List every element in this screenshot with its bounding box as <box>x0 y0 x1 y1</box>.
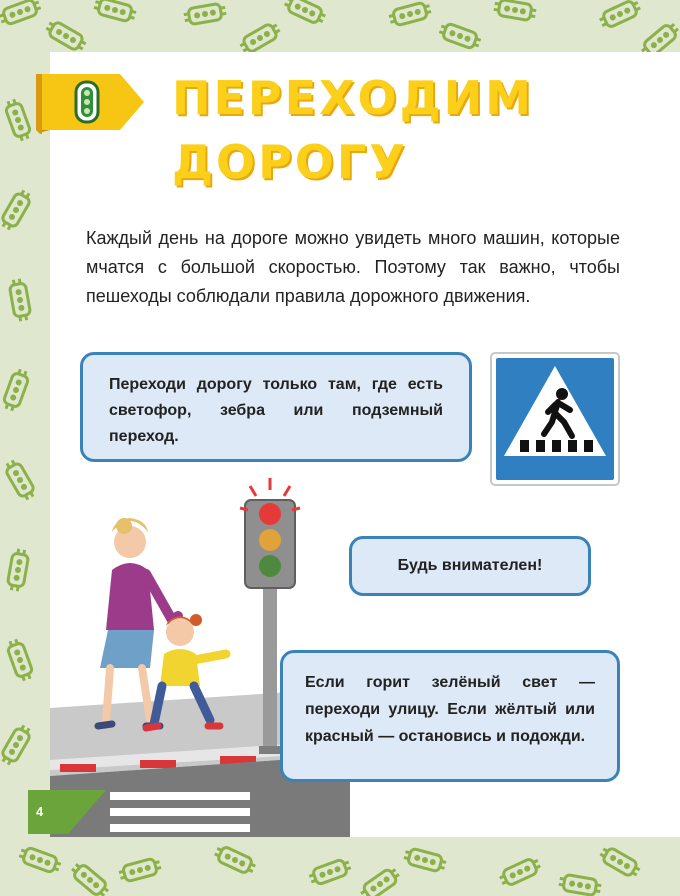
intro-paragraph: Каждый день на дороге можно увидеть много машин, которые мчатся с большой скоростью. Поэтому так важно, чтобы пешеходы соблюдали правила дорожного движения. <box>86 228 620 306</box>
page-number: 4 <box>36 804 44 819</box>
crossing-rule-text: Переходи дорогу только там, где есть светофор, зебра или подземный переход. <box>109 376 443 445</box>
title-line-1: ПЕРЕХОДИМ <box>172 71 534 125</box>
attention-box <box>349 536 591 596</box>
title-line-2: ДОРОГУ <box>172 135 408 189</box>
crossing-rule-box <box>80 352 472 462</box>
page-title <box>172 66 534 194</box>
traffic-light-icon <box>36 70 146 134</box>
attention-text: Будь внимателен! <box>397 557 543 574</box>
traffic-light-rule-text: Если горит зелёный свет — переходи улицу. Если жёлтый или красный — остановись и подожди. <box>305 674 595 745</box>
pedestrian-crossing-sign <box>490 352 620 486</box>
traffic-light-rule-box <box>280 650 620 782</box>
